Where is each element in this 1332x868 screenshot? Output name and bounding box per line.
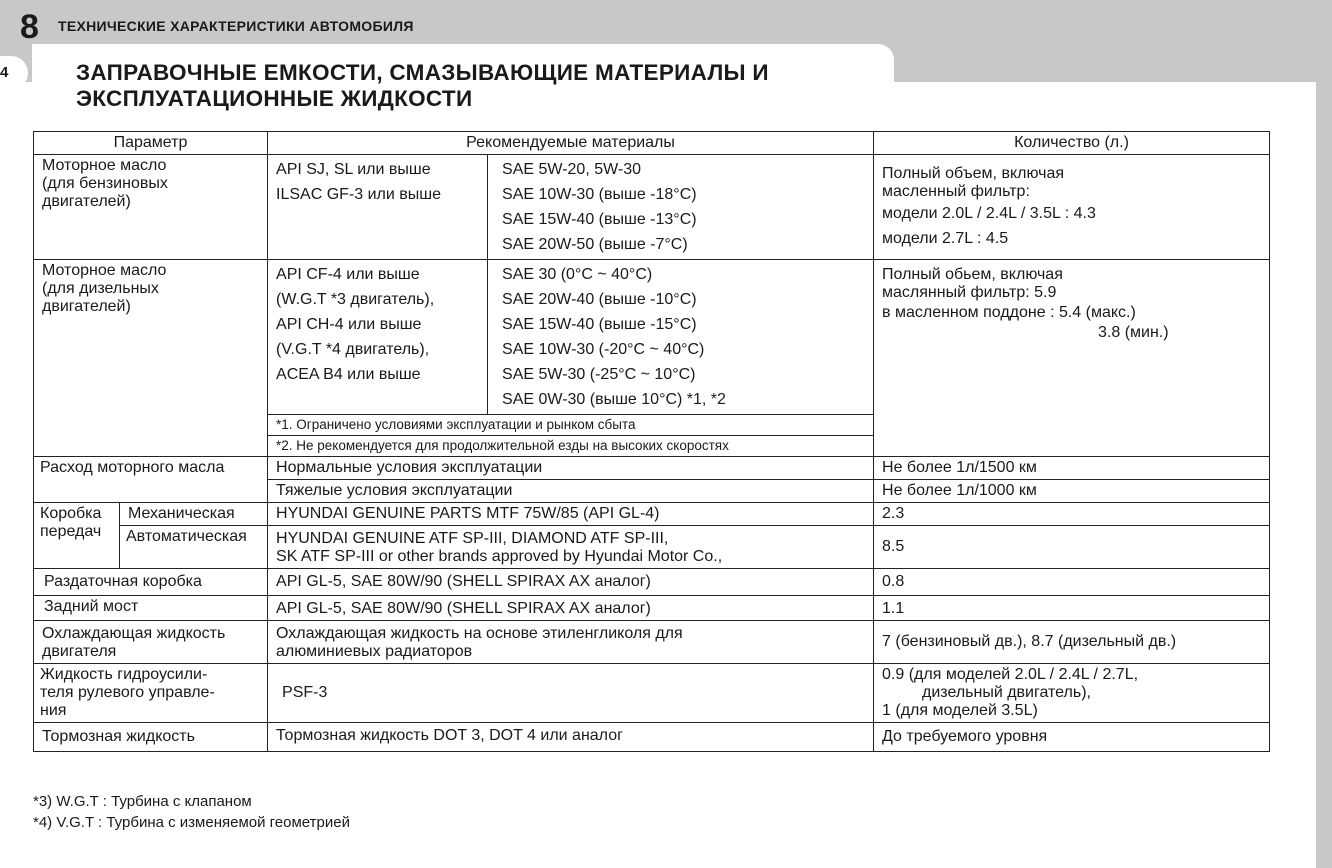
api-line: ACEA B4 или выше [276, 366, 421, 383]
param-line: Жидкость гидроусили- [40, 666, 208, 683]
rear-axle-material: API GL-5, SAE 80W/90 (SHELL SPIRAX AX аналог) [268, 596, 874, 621]
param-line: (для бензиновых [42, 175, 168, 192]
gasoline-oil-qty [874, 155, 1270, 260]
gasoline-oil-sae [488, 155, 874, 260]
param-line: двигателей) [42, 298, 131, 315]
transmission-auto-qty: 8.5 [874, 526, 1270, 569]
qty-line: модели 2.7L : 4.5 [882, 230, 1009, 247]
brake-fluid-param: Тормозная жидкость [34, 723, 268, 752]
table-row [34, 526, 1270, 569]
gasoline-oil-api [268, 155, 488, 260]
power-steering-qty [874, 664, 1270, 723]
sae-line: SAE 0W-30 (выше 10°C) *1, *2 [502, 391, 726, 408]
rear-axle-qty: 1.1 [874, 596, 1270, 621]
transmission-manual-material: HYUNDAI GENUINE PARTS MTF 75W/85 (API GL-4) [268, 503, 874, 526]
oil-consumption-severe-qty: Не более 1л/1000 км [874, 480, 1270, 503]
param-line: Моторное масло [42, 262, 167, 279]
section-title-line: ЗАПРАВОЧНЫЕ ЕМКОСТИ, СМАЗЫВАЮЩИЕ МАТЕРИАЛЫ И [76, 60, 769, 85]
power-steering-material: PSF-3 [268, 664, 874, 723]
coolant-param [34, 621, 268, 664]
sae-line: SAE 20W-50 (выше -7°C) [502, 236, 688, 253]
chapter-number: 8 [20, 8, 39, 46]
qty-line: в масленном поддоне : 5.4 (макс.) [882, 304, 1136, 321]
section-title-line: ЭКСПЛУАТАЦИОННЫЕ ЖИДКОСТИ [76, 86, 473, 111]
sae-line: SAE 20W-40 (выше -10°C) [502, 291, 697, 308]
footnote: *3) W.G.T : Турбина с клапаном [33, 793, 252, 810]
api-line: API CF-4 или выше [276, 266, 420, 283]
material-line: SK ATF SP-III or other brands approved by Hyundai Motor Co., [276, 548, 723, 565]
table-row [34, 457, 1270, 480]
brake-fluid-qty: До требуемого уровня [874, 723, 1270, 752]
api-line: API CH-4 или выше [276, 316, 422, 333]
transmission-auto-material [268, 526, 874, 569]
footnote: *4) V.G.T : Турбина с изменяемой геометрией [33, 814, 350, 831]
param-line: Охлаждающая жидкость [42, 625, 226, 642]
sae-line: SAE 5W-30 (-25°C ~ 10°C) [502, 366, 696, 383]
param-line: двигателей) [42, 193, 131, 210]
transmission-auto-label: Автоматическая [120, 526, 268, 569]
header-materials: Рекомендуемые материалы [268, 132, 874, 155]
section-title [76, 60, 769, 112]
table-row [34, 596, 1270, 621]
material-line: Охлаждающая жидкость на основе этиленгликоля для [276, 625, 683, 642]
qty-line: Полный обьем, включая [882, 266, 1063, 283]
power-steering-param [34, 664, 268, 723]
brake-fluid-material: Тормозная жидкость DOT 3, DOT 4 или аналог [268, 723, 874, 752]
table-row [34, 664, 1270, 723]
oil-consumption-normal: Нормальные условия эксплуатации [268, 457, 874, 480]
diesel-oil-sae [488, 260, 874, 415]
sae-line: SAE 5W-20, 5W-30 [502, 161, 642, 178]
param-line: двигателя [42, 643, 117, 660]
chapter-title: ТЕХНИЧЕСКИЕ ХАРАКТЕРИСТИКИ АВТОМОБИЛЯ [58, 18, 414, 34]
diesel-note-1: *1. Ограничено условиями эксплуатации и рынком сбыта [268, 415, 874, 436]
transmission-param [34, 503, 120, 569]
param-line: теля рулевого управле- [40, 684, 215, 701]
diesel-oil-qty [874, 260, 1270, 457]
diesel-oil-api [268, 260, 488, 415]
param-line: ния [40, 702, 67, 719]
oil-consumption-param: Расход моторного масла [34, 457, 268, 503]
material-line: алюминиевых радиаторов [276, 643, 473, 660]
oil-consumption-severe: Тяжелые условия эксплуатации [268, 480, 874, 503]
sae-line: SAE 10W-30 (выше -18°C) [502, 186, 697, 203]
param-line: Моторное масло [42, 157, 167, 174]
table-row [34, 723, 1270, 752]
api-line: ILSAC GF-3 или выше [276, 186, 441, 203]
header-quantity: Количество (л.) [874, 132, 1270, 155]
gasoline-oil-param [34, 155, 268, 260]
transfer-case-qty: 0.8 [874, 569, 1270, 596]
table-row [34, 569, 1270, 596]
sae-line: SAE 10W-30 (-20°C ~ 40°C) [502, 341, 705, 358]
qty-line: 3.8 (мин.) [1098, 324, 1169, 341]
transfer-case-material: API GL-5, SAE 80W/90 (SHELL SPIRAX AX аналог) [268, 569, 874, 596]
param-line: (для дизельных [42, 280, 159, 297]
qty-line: модели 2.0L / 2.4L / 3.5L : 4.3 [882, 205, 1096, 222]
oil-consumption-normal-qty: Не более 1л/1500 км [874, 457, 1270, 480]
specs-table [33, 131, 1270, 752]
rear-axle-param: Задний мост [34, 596, 268, 621]
qty-line: дизельный двигатель), [922, 684, 1091, 701]
api-line: API SJ, SL или выше [276, 161, 431, 178]
diesel-note-2: *2. Не рекомендуется для продолжительной езды на высоких скоростях [268, 436, 874, 457]
transfer-case-param: Раздаточная коробка [34, 569, 268, 596]
page-edge [1316, 0, 1332, 868]
transmission-manual-label: Механическая [120, 503, 268, 526]
table-row [34, 260, 1270, 415]
material-line: HYUNDAI GENUINE ATF SP-III, DIAMOND ATF SP-III, [276, 530, 669, 547]
page-number: 4 [0, 64, 9, 81]
param-line: передач [40, 523, 102, 540]
table-row [34, 503, 1270, 526]
table-header-row [34, 132, 1270, 155]
api-line: (W.G.T *3 двигатель), [276, 291, 435, 308]
qty-line: маслянный фильтр: 5.9 [882, 284, 1057, 301]
sae-line: SAE 15W-40 (выше -15°C) [502, 316, 697, 333]
coolant-qty: 7 (бензиновый дв.), 8.7 (дизельный дв.) [874, 621, 1270, 664]
qty-line: 0.9 (для моделей 2.0L / 2.4L / 2.7L, [882, 666, 1139, 683]
coolant-material [268, 621, 874, 664]
param-line: Коробка [40, 505, 102, 522]
api-line: (V.G.T *4 двигатель), [276, 341, 430, 358]
footnotes [33, 791, 350, 833]
diesel-oil-param [34, 260, 268, 457]
qty-line: масленный фильтр: [882, 183, 1030, 200]
sae-line: SAE 30 (0°C ~ 40°C) [502, 266, 653, 283]
sae-line: SAE 15W-40 (выше -13°C) [502, 211, 697, 228]
qty-line: 1 (для моделей 3.5L) [882, 702, 1038, 719]
table-row [34, 621, 1270, 664]
table-row [34, 155, 1270, 260]
transmission-manual-qty: 2.3 [874, 503, 1270, 526]
qty-line: Полный объем, включая [882, 165, 1064, 182]
header-param: Параметр [34, 132, 268, 155]
